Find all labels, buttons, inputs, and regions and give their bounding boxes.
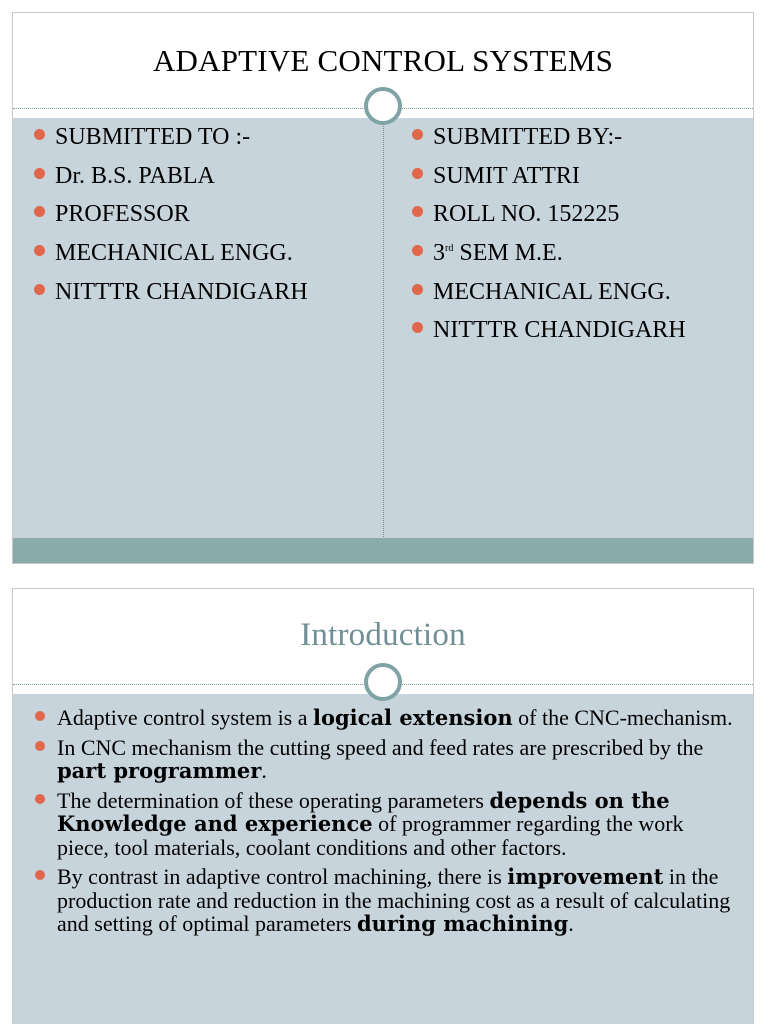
- bullet-icon: [34, 206, 45, 217]
- bullet-icon: [412, 322, 423, 333]
- bullet-text: .: [568, 911, 574, 936]
- list-item: MECHANICAL ENGG.: [411, 280, 686, 319]
- bullet-icon: [412, 129, 423, 140]
- submitted-to-list: [33, 125, 308, 318]
- emphasis-text: logical extension: [313, 705, 513, 730]
- list-item: PROFESSOR: [33, 202, 308, 241]
- bullet-text: The determination of these operating parameters: [57, 787, 490, 813]
- bullet-text: of programmer regarding the work piece, tool materials, coolant conditions and other factors.: [57, 811, 684, 860]
- bullet-icon: [34, 129, 45, 140]
- emphasis-text: improvement: [507, 864, 664, 889]
- bullet-text: In CNC mechanism the cutting speed and feed rates are prescribed by the: [57, 734, 704, 760]
- bullet-icon: [412, 245, 423, 256]
- slide-introduction: [12, 588, 754, 1024]
- bullet-icon: [35, 870, 45, 880]
- slide-title-page: [12, 12, 754, 564]
- footer-band: [13, 538, 753, 564]
- slide-title: Introduction: [300, 617, 466, 653]
- bullet-icon: [34, 245, 45, 256]
- bullet-icon: [35, 794, 45, 804]
- list-item: NITTTR CHANDIGARH: [33, 280, 308, 319]
- list-item: MECHANICAL ENGG.: [33, 241, 308, 280]
- bullet-icon: [412, 206, 423, 217]
- bullet-text: of the CNC-mechanism.: [512, 705, 733, 730]
- emphasis-text: part programmer: [57, 758, 262, 783]
- ring-icon: [364, 87, 402, 125]
- intro-bullet-item: [34, 736, 739, 783]
- bullet-icon: [412, 168, 423, 179]
- ring-icon: [364, 663, 402, 701]
- list-item: SUMIT ATTRI: [411, 164, 686, 203]
- list-item: Dr. B.S. PABLA: [33, 164, 308, 203]
- bullet-icon: [35, 711, 45, 721]
- list-item: NITTTR CHANDIGARH: [411, 318, 686, 357]
- intro-bullet-item: [34, 865, 739, 936]
- submitted-by-list: [411, 125, 686, 357]
- bullet-text: .: [261, 758, 267, 783]
- emphasis-text: during machining: [356, 911, 569, 936]
- list-item: SUBMITTED BY:-: [411, 125, 686, 164]
- emphasis-text: depends on the Knowledge and experience: [57, 787, 670, 836]
- bullet-text: Adaptive control system is a: [57, 705, 314, 730]
- bullet-icon: [35, 741, 45, 751]
- intro-bullet-item: [34, 706, 739, 730]
- slide-title: ADAPTIVE CONTROL SYSTEMS: [152, 43, 614, 78]
- list-item: ROLL NO. 152225: [411, 202, 686, 241]
- bullet-icon: [412, 284, 423, 295]
- superscript: rd: [445, 243, 454, 255]
- list-item: 3rd SEM M.E.: [411, 241, 686, 280]
- bullet-icon: [34, 168, 45, 179]
- intro-bullet-item: [34, 789, 739, 860]
- bullet-icon: [34, 284, 45, 295]
- introduction-bullets: [34, 706, 739, 942]
- bullet-text: By contrast in adaptive control machining, there is: [57, 864, 508, 889]
- bullet-text: in the production rate and reduction in the machining cost as a result of calculating and setting of optimal parameters: [57, 864, 731, 936]
- list-item: SUBMITTED TO :-: [33, 125, 308, 164]
- column-divider: [383, 119, 384, 537]
